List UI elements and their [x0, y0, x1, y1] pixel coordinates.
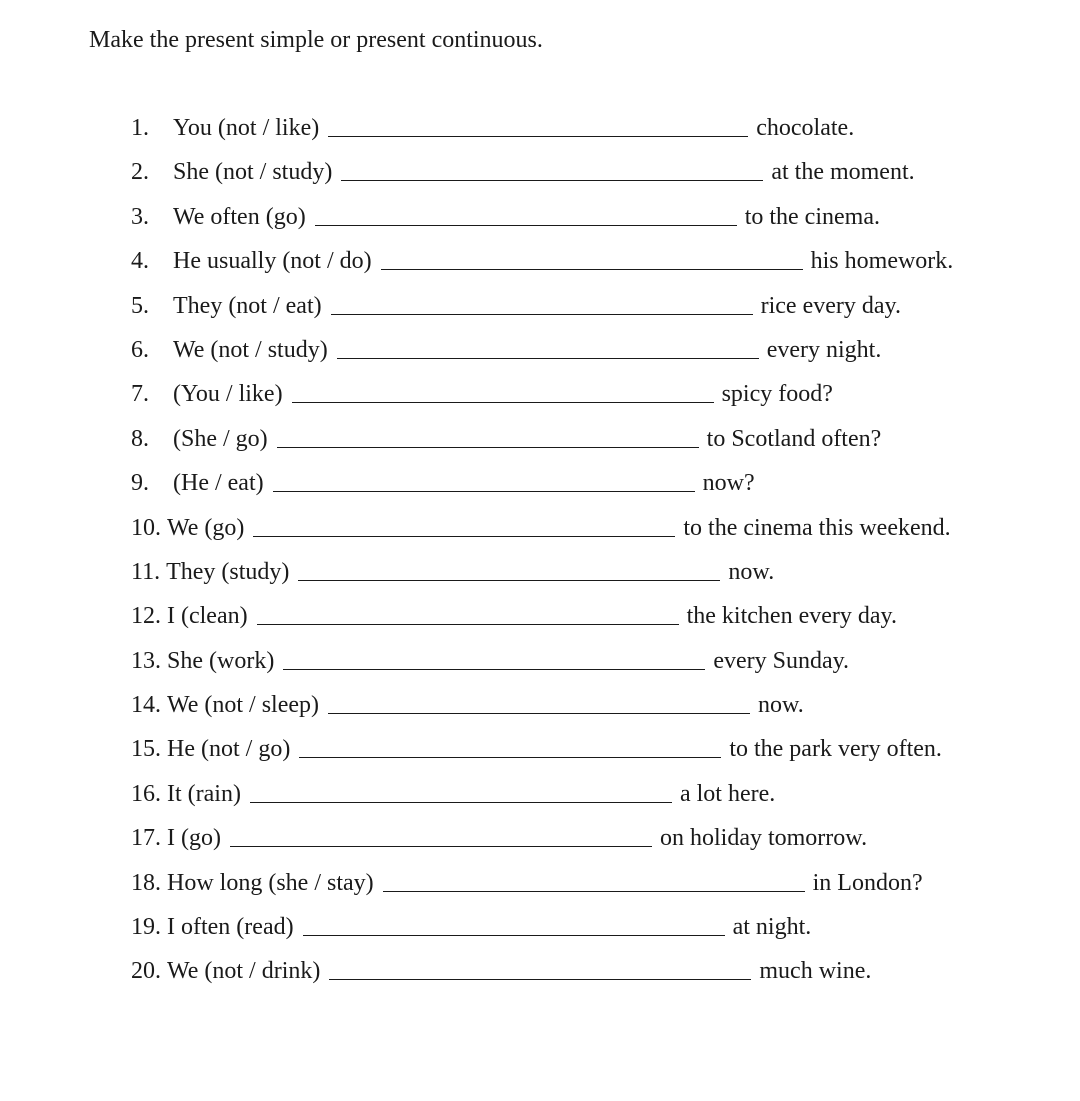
answer-blank[interactable] [381, 268, 803, 270]
item-completion: a lot here. [679, 780, 776, 807]
item-completion: now? [702, 470, 755, 497]
item-completion: to Scotland often? [706, 425, 882, 452]
item-completion: spicy food? [721, 381, 833, 408]
item-number: 13. [131, 647, 161, 674]
item-prompt: He usually (not / do) [173, 248, 372, 275]
answer-blank[interactable] [250, 801, 672, 803]
item-prompt: We (go) [167, 514, 245, 541]
item-number: 12. [131, 603, 161, 630]
item-number: 6. [131, 336, 149, 363]
item-prompt: I (go) [167, 825, 221, 852]
item-prompt: I (clean) [167, 603, 248, 630]
item-prompt: She (work) [167, 647, 275, 674]
exercise-item [131, 334, 1031, 378]
item-prompt: She (not / study) [173, 159, 333, 186]
item-number: 14. [131, 692, 161, 719]
item-prompt: We (not / sleep) [167, 692, 320, 719]
item-completion: now. [728, 558, 775, 585]
item-prompt: You (not / like) [173, 115, 320, 141]
answer-blank[interactable] [328, 712, 750, 714]
answer-blank[interactable] [315, 224, 737, 226]
answer-blank[interactable] [337, 357, 759, 359]
exercise-item [131, 290, 1031, 334]
item-number: 1. [131, 115, 149, 141]
item-prompt: (He / eat) [173, 470, 264, 497]
answer-blank[interactable] [292, 401, 714, 403]
answer-blank[interactable] [329, 978, 751, 980]
answer-blank[interactable] [257, 623, 679, 625]
item-completion: his homework. [810, 248, 954, 275]
item-completion: to the park very often. [729, 736, 942, 763]
answer-blank[interactable] [383, 890, 805, 892]
answer-blank[interactable] [299, 756, 721, 758]
item-completion: to the cinema this weekend. [683, 514, 951, 541]
item-prompt: How long (she / stay) [167, 869, 374, 896]
item-completion: to the cinema. [744, 203, 880, 230]
exercise-item [131, 201, 1031, 245]
item-completion: in London? [812, 869, 923, 896]
item-number: 4. [131, 248, 149, 275]
item-number: 2. [131, 159, 149, 186]
item-number: 20. [131, 958, 161, 985]
answer-blank[interactable] [273, 490, 695, 492]
exercise-item [131, 467, 1031, 511]
exercise-item [131, 112, 1031, 156]
item-prompt: He (not / go) [167, 736, 291, 763]
item-prompt: (You / like) [173, 381, 283, 408]
item-completion: now. [758, 692, 804, 719]
exercise-list [131, 112, 1031, 1000]
answer-blank[interactable] [253, 535, 675, 537]
item-number: 17. [131, 825, 161, 852]
exercise-item [131, 600, 1031, 644]
instruction-heading: Make the present simple or present continuous. [89, 27, 543, 53]
answer-blank[interactable] [331, 313, 753, 315]
exercise-item [131, 378, 1031, 422]
exercise-item [131, 733, 1031, 777]
exercise-item [131, 423, 1031, 467]
item-prompt: It (rain) [167, 780, 241, 807]
exercise-item [131, 911, 1031, 955]
item-completion: rice every day. [760, 292, 901, 319]
exercise-item [131, 867, 1031, 911]
item-completion: chocolate. [756, 115, 855, 141]
item-number: 8. [131, 425, 149, 452]
item-completion: the kitchen every day. [686, 603, 897, 630]
exercise-item [131, 778, 1031, 822]
item-prompt: I often (read) [167, 914, 294, 941]
answer-blank[interactable] [303, 934, 725, 936]
item-completion: at night. [732, 914, 812, 941]
exercise-item [131, 512, 1031, 556]
item-prompt: We (not / drink) [167, 958, 321, 985]
item-number: 7. [131, 381, 149, 408]
exercise-item [131, 156, 1031, 200]
answer-blank[interactable] [328, 135, 748, 137]
exercise-item [131, 689, 1031, 733]
answer-blank[interactable] [230, 845, 652, 847]
item-completion: on holiday tomorrow. [659, 825, 868, 852]
answer-blank[interactable] [277, 446, 699, 448]
item-number: 18. [131, 869, 161, 896]
item-number: 19. [131, 914, 161, 941]
exercise-item [131, 955, 1031, 999]
item-number: 3. [131, 203, 149, 230]
item-number: 5. [131, 292, 149, 319]
item-number: 9. [131, 470, 149, 497]
item-number: 11. [131, 558, 161, 585]
item-completion: much wine. [759, 958, 872, 985]
exercise-item [131, 556, 1031, 600]
item-prompt: We often (go) [173, 203, 306, 230]
item-completion: every night. [766, 336, 882, 363]
item-prompt: (She / go) [173, 425, 268, 452]
exercise-item [131, 645, 1031, 689]
exercise-item [131, 822, 1031, 866]
answer-blank[interactable] [341, 179, 763, 181]
item-number: 15. [131, 736, 161, 763]
item-prompt: They (study) [166, 558, 290, 585]
item-prompt: They (not / eat) [173, 292, 322, 319]
answer-blank[interactable] [283, 668, 705, 670]
exercise-item [131, 245, 1031, 289]
item-prompt: We (not / study) [173, 336, 328, 363]
answer-blank[interactable] [298, 579, 720, 581]
item-completion: at the moment. [771, 159, 915, 186]
item-completion: every Sunday. [713, 647, 850, 674]
item-number: 10. [131, 514, 161, 541]
item-number: 16. [131, 780, 161, 807]
